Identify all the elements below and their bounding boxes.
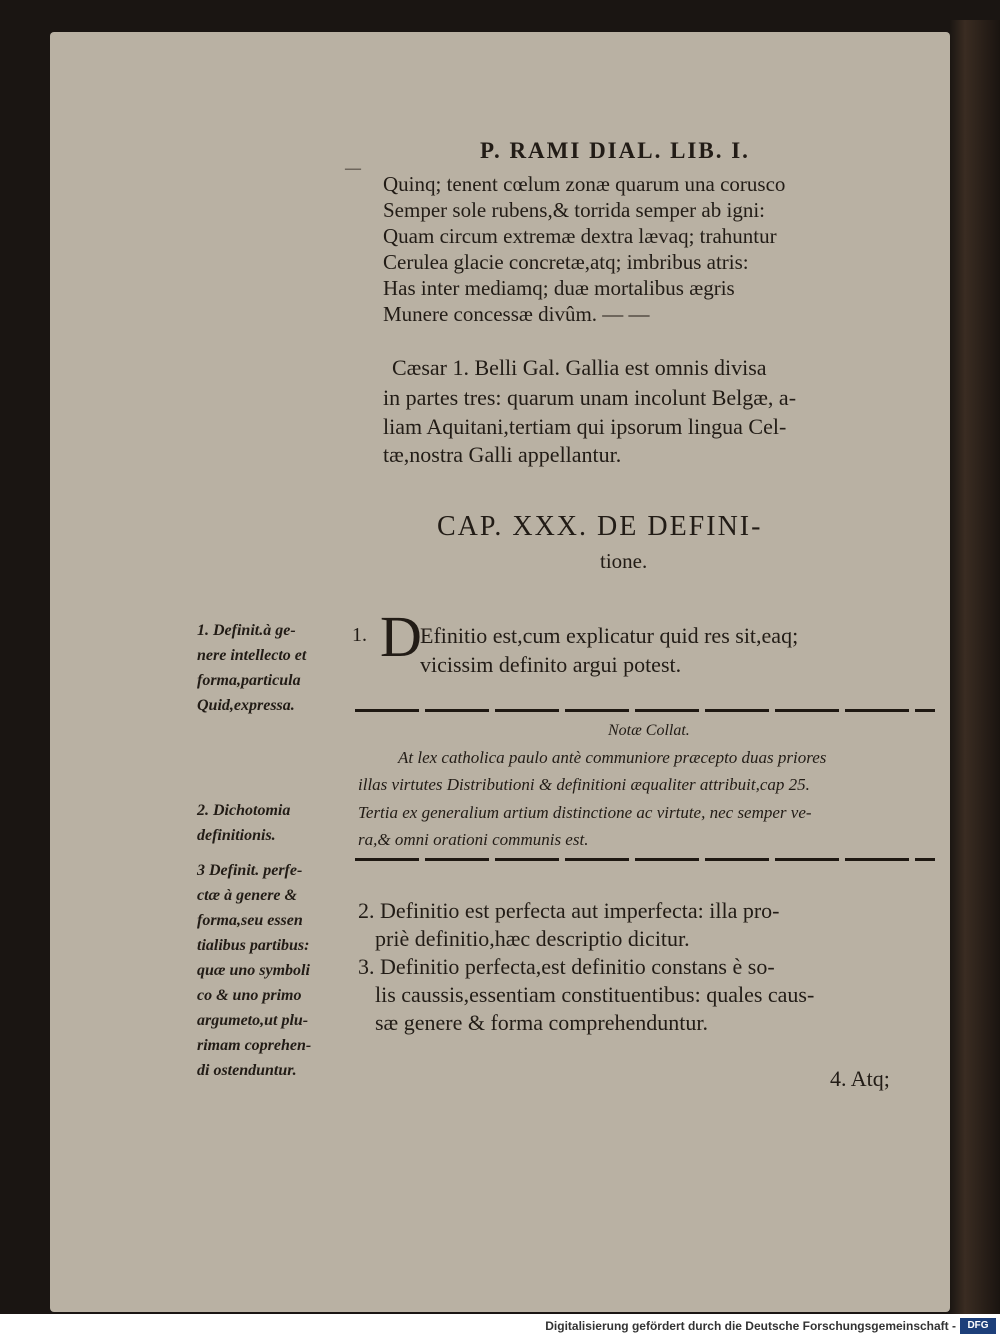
note-line: Tertia ex generalium artium distinctione ac virtute, nec semper ve- xyxy=(358,803,812,822)
header-mark: — xyxy=(345,160,361,177)
margin-note: forma,seu essen xyxy=(197,912,303,929)
margin-note: 2. Dichotomia xyxy=(197,802,291,819)
drop-cap: D xyxy=(380,604,422,669)
paragraph-line: 3. Definitio perfecta,est definitio constans è so- xyxy=(358,954,775,979)
quote-line: in partes tres: quarum unam incolunt Belgæ, a- xyxy=(383,385,797,410)
quote-line: Cæsar 1. Belli Gal. Gallia est omnis divisa xyxy=(392,355,767,380)
running-head: P. RAMI DIAL. LIB. I. xyxy=(480,138,750,163)
verse-line: Has inter mediamq; duæ mortalibus ægris xyxy=(383,276,735,300)
margin-note: 1. Definit.à ge- xyxy=(197,622,296,639)
margin-note: di ostenduntur. xyxy=(197,1062,297,1079)
dfg-logo-icon: DFG xyxy=(960,1318,996,1334)
margin-note: nere intellecto et xyxy=(197,647,307,664)
definition-line: vicissim definito argui potest. xyxy=(420,652,682,677)
margin-note: 3 Definit. perfe- xyxy=(197,862,303,879)
margin-note: rimam coprehen- xyxy=(197,1037,312,1054)
verse-line: Munere concessæ divûm. — — xyxy=(383,302,650,326)
verse-line: Quam circum extremæ dextra lævaq; trahuntur xyxy=(383,224,777,248)
book-edge xyxy=(950,20,1000,1320)
paragraph-line: priè definitio,hæc descriptio dicitur. xyxy=(375,926,690,951)
margin-note: definitionis. xyxy=(197,827,276,844)
catchword: 4. Atq; xyxy=(830,1066,890,1091)
note-line: At lex catholica paulo antè communiore præcepto duas priores xyxy=(398,748,827,767)
note-line: illas virtutes Distributioni & definitioni æqualiter attribuit,cap 25. xyxy=(358,775,810,794)
footer-bar xyxy=(0,1314,1000,1338)
verse-line: Cerulea glacie concretæ,atq; imbribus atris: xyxy=(383,250,749,274)
quote-line: tæ,nostra Galli appellantur. xyxy=(383,442,622,467)
divider-rule xyxy=(355,858,935,861)
paragraph-line: 2. Definitio est perfecta aut imperfecta: illa pro- xyxy=(358,898,780,923)
margin-note: Quid,expressa. xyxy=(197,697,295,714)
footer-credit: Digitalisierung gefördert durch die Deutsche Forschungsgemeinschaft - xyxy=(545,1319,956,1333)
margin-note: tialibus partibus: xyxy=(197,937,310,954)
margin-note: ctæ à genere & xyxy=(197,887,297,904)
margin-note: forma,particula xyxy=(197,672,301,689)
note-title: Notæ Collat. xyxy=(608,722,690,739)
quote-line: liam Aquitani,tertiam qui ipsorum lingua Cel- xyxy=(383,414,787,439)
margin-note: co & uno primo xyxy=(197,987,302,1004)
divider-rule xyxy=(355,709,935,712)
paragraph-line: lis caussis,essentiam constituentibus: quales caus- xyxy=(375,982,815,1007)
verse-line: Semper sole rubens,& torrida semper ab igni: xyxy=(383,198,765,222)
paragraph-line: sæ genere & forma comprehenduntur. xyxy=(375,1010,708,1035)
chapter-title-cont: tione. xyxy=(600,549,648,573)
margin-note: quæ uno symboli xyxy=(197,962,310,979)
definition-line: Efinitio est,cum explicatur quid res sit,eaq; xyxy=(420,623,799,648)
verse-line: Quinq; tenent cœlum zonæ quarum una corusco xyxy=(383,172,786,196)
chapter-title: CAP. XXX. DE DEFINI- xyxy=(437,511,763,542)
definition-number: 1. xyxy=(352,624,367,646)
margin-note: argumeto,ut plu- xyxy=(197,1012,309,1029)
note-line: ra,& omni orationi communis est. xyxy=(358,830,589,849)
